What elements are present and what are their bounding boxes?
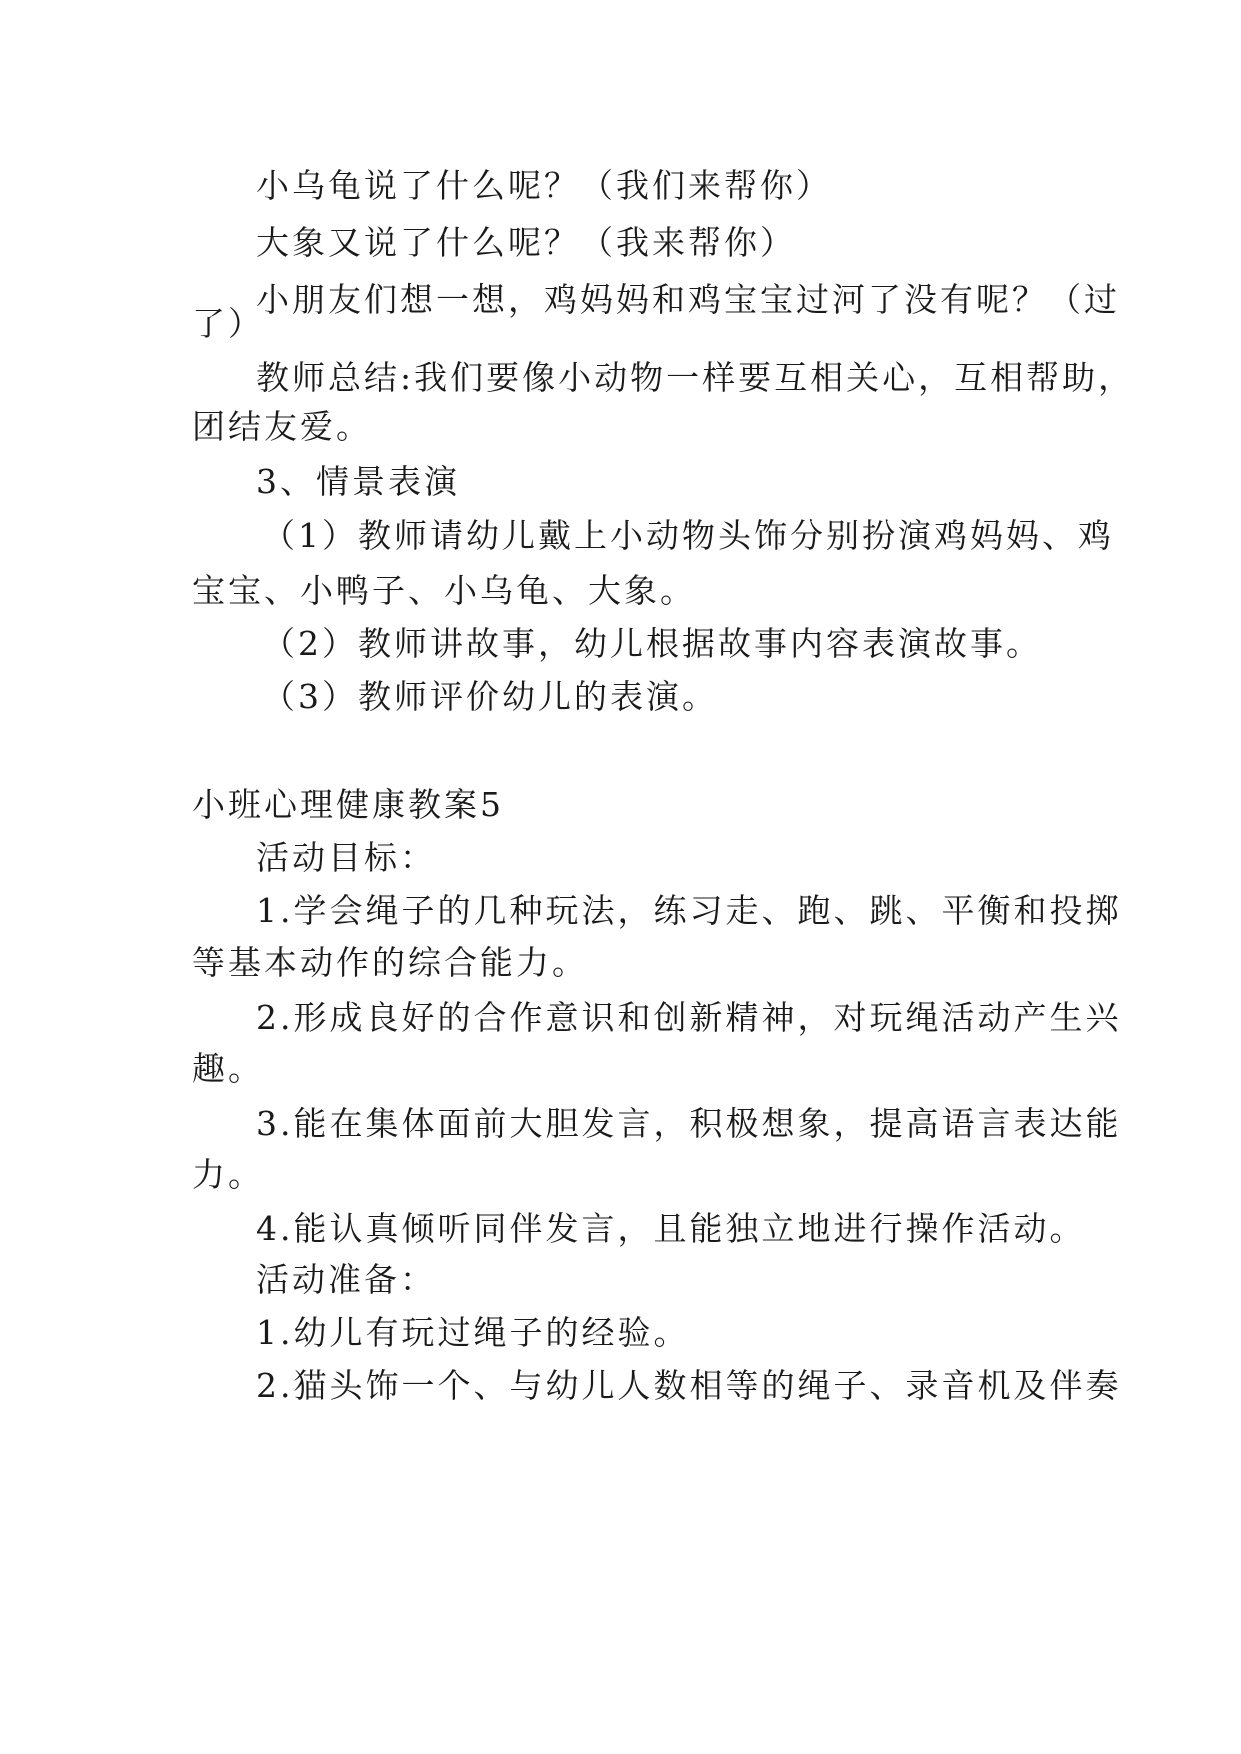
paragraph-line: 小朋友们想一想，鸡妈妈和鸡宝宝过河了没有呢？（过 [256,280,1120,319]
paragraph-line: 趣。 [192,1049,264,1088]
paragraph-line: 力。 [192,1155,264,1194]
paragraph-line: 等基本动作的综合能力。 [192,943,588,982]
list-item: 2.猫头饰一个、与幼儿人数相等的绳子、录音机及伴奏 [256,1366,1122,1405]
paragraph-line: 团结友爱。 [192,407,372,446]
section-heading: 活动准备： [256,1260,436,1299]
list-item: 2.形成良好的合作意识和创新精神，对玩绳活动产生兴 [256,998,1122,1037]
list-item: 4.能认真倾听同伴发言，且能独立地进行操作活动。 [256,1209,1086,1248]
paragraph-line: 小乌龟说了什么呢？（我们来帮你） [256,166,832,205]
list-item: 1.学会绳子的几种玩法，练习走、跑、跳、平衡和投掷 [256,891,1122,930]
paragraph-line: 教师总结:我们要像小动物一样要互相关心，互相帮助， [256,358,1135,397]
section-heading: 活动目标： [256,838,436,877]
section-heading: 3、情景表演 [256,462,460,501]
list-item: 3.能在集体面前大胆发言，积极想象，提高语言表达能 [256,1104,1122,1143]
lesson-title: 小班心理健康教案5 [192,785,504,824]
paragraph-line: 宝宝、小鸭子、小乌龟、大象。 [192,571,696,610]
list-item: 1.幼儿有玩过绳子的经验。 [256,1313,690,1352]
paragraph-line: 大象又说了什么呢？（我来帮你） [256,223,796,262]
paragraph-line: （3）教师评价幼儿的表演。 [262,677,718,716]
paragraph-line: （1）教师请幼儿戴上小动物头饰分别扮演鸡妈妈、鸡 [262,516,1114,555]
paragraph-line: （2）教师讲故事，幼儿根据故事内容表演故事。 [262,624,1042,663]
paragraph-line: 了） [192,304,264,343]
